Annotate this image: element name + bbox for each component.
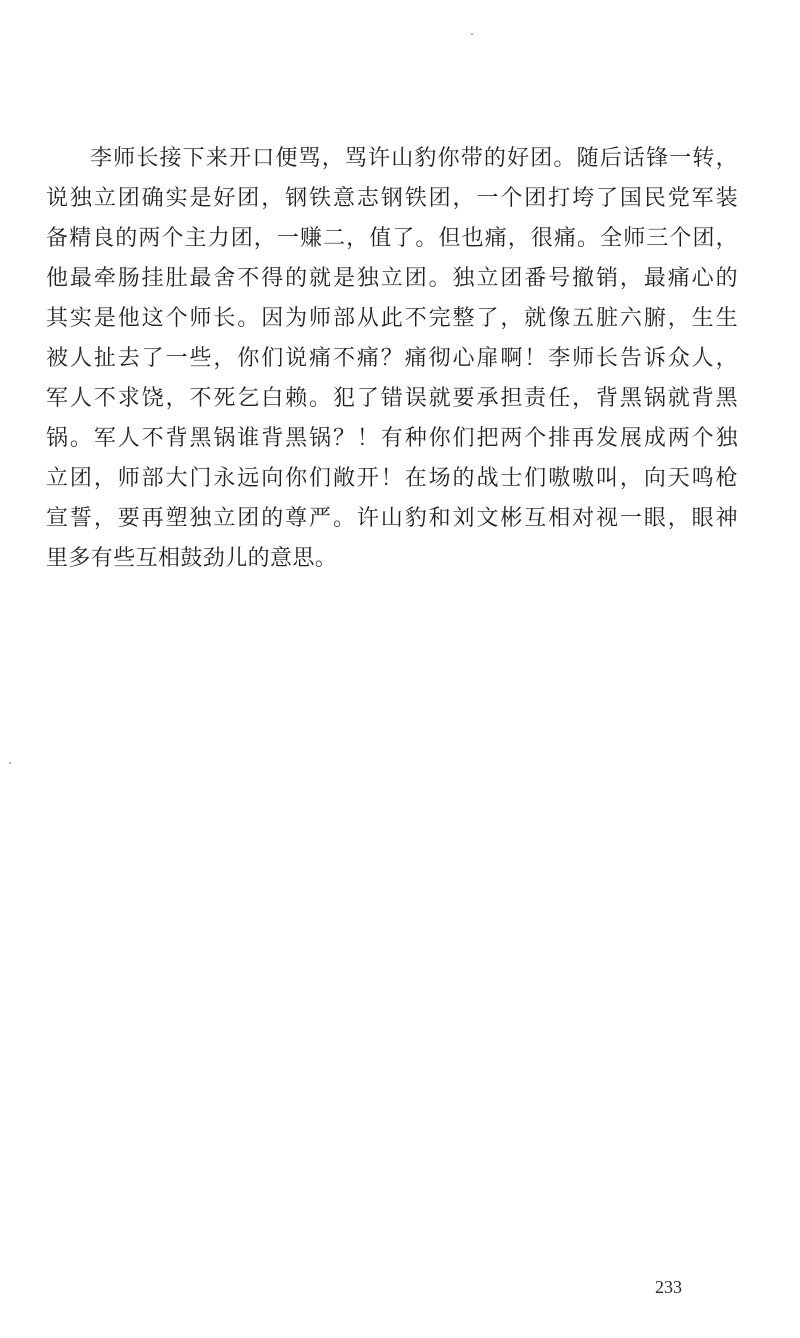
scan-speck <box>9 762 11 764</box>
paragraph-line: 宣誓，要再塑独立团的尊严。许山豹和刘文彬互相对视一眼，眼神 <box>46 506 738 531</box>
paragraph-line: 说独立团确实是好团，钢铁意志钢铁团，一个团打垮了国民党军装 <box>46 186 738 211</box>
scan-speck <box>471 33 473 35</box>
paragraph-line: 军人不求饶，不死乞白赖。犯了错误就要承担责任，背黑锅就背黑 <box>46 386 738 411</box>
paragraph-line: 被人扯去了一些，你们说痛不痛？痛彻心扉啊！李师长告诉众人， <box>46 346 738 371</box>
paragraph-line: 他最牵肠挂肚最舍不得的就是独立团。独立团番号撤销，最痛心的 <box>46 266 738 291</box>
paragraph-line: 备精良的两个主力团，一赚二，值了。但也痛，很痛。全师三个团， <box>46 226 738 251</box>
paragraph-line: 李师长接下来开口便骂，骂许山豹你带的好团。随后话锋一转， <box>90 146 738 171</box>
paragraph-line: 其实是他这个师长。因为师部从此不完整了，就像五脏六腑，生生 <box>46 306 738 331</box>
paragraph-line: 锅。军人不背黑锅谁背黑锅？！有种你们把两个排再发展成两个独 <box>46 426 738 451</box>
page-number: 233 <box>655 1277 682 1297</box>
paragraph-line: 里多有些互相鼓劲儿的意思。 <box>46 546 338 571</box>
paragraph-line: 立团，师部大门永远向你们敞开！在场的战士们嗷嗷叫，向天鸣枪 <box>46 466 738 491</box>
body-paragraph <box>46 139 738 579</box>
